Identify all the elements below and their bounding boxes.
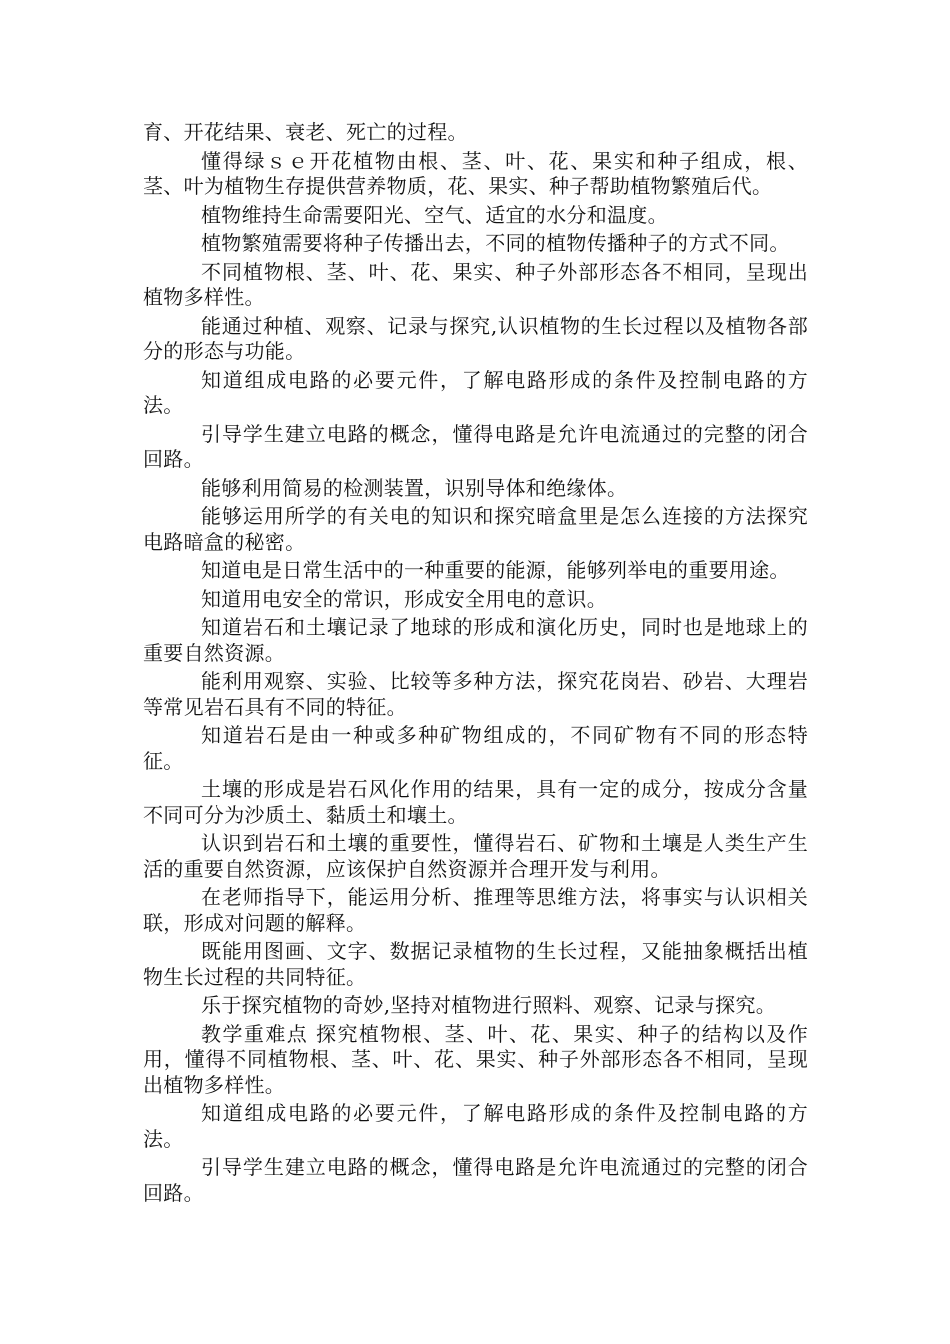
paragraph: 能够运用所学的有关电的知识和探究暗盒里是怎么连接的方法探究电路暗盒的秘密。 [143, 504, 808, 554]
paragraph: 植物繁殖需要将种子传播出去，不同的植物传播种子的方式不同。 [201, 231, 790, 255]
paragraph: 育、开花结果、衰老、死亡的过程。 [143, 120, 468, 144]
paragraph: 认识到岩石和土壤的重要性，懂得岩石、矿物和土壤是人类生产生活的重要自然资源，应该保护自然资源并合理开发与利用。 [143, 831, 808, 881]
paragraph: 知道岩石和土壤记录了地球的形成和演化历史，同时也是地球上的重要自然资源。 [143, 615, 808, 665]
document-body [143, 120, 808, 1209]
paragraph: 能通过种植、观察、记录与探究,认识植物的生长过程以及植物各部分的形态与功能。 [143, 313, 808, 363]
paragraph: 植物维持生命需要阳光、空气、适宜的水分和温度。 [201, 202, 668, 227]
paragraph: 引导学生建立电路的概念，懂得电路是允许电流通过的完整的闭合回路。 [143, 421, 808, 471]
paragraph: 土壤的形成是岩石风化作用的结果，具有一定的成分，按成分含量不同可分为沙质土、黏质土和壤土。 [143, 777, 808, 827]
paragraph: 在老师指导下，能运用分析、推理等思维方法，将事实与认识相关联，形成对问题的解释。 [143, 885, 808, 935]
paragraph: 不同植物根、茎、叶、花、果实、种子外部形态各不相同，呈现出植物多样性。 [143, 259, 808, 309]
paragraph: 引导学生建立电路的概念，懂得电路是允许电流通过的完整的闭合回路。 [143, 1155, 808, 1205]
paragraph: 知道电是日常生活中的一种重要的能源，能够列举电的重要用途。 [201, 558, 790, 582]
paragraph: 知道组成电路的必要元件，了解电路形成的条件及控制电路的方法。 [143, 367, 808, 417]
paragraph: 懂得绿ｓｅ开花植物由根、茎、叶、花、果实和种子组成，根、茎、叶为植物生存提供营养物质，花、果实、种子帮助植物繁殖后代。 [143, 148, 808, 198]
paragraph: 既能用图画、文字、数据记录植物的生长过程，又能抽象概括出植物生长过程的共同特征。 [143, 939, 808, 989]
paragraph: 能利用观察、实验、比较等多种方法，探究花岗岩、砂岩、大理岩等常见岩石具有不同的特征。 [143, 669, 808, 719]
paragraph: 知道用电安全的常识，形成安全用电的意识。 [201, 586, 607, 611]
paragraph: 乐于探究植物的奇妙,坚持对植物进行照料、观察、记录与探究。 [201, 993, 777, 1017]
paragraph: 知道组成电路的必要元件，了解电路形成的条件及控制电路的方法。 [143, 1101, 808, 1151]
paragraph: 能够利用简易的检测装置，识别导体和绝缘体。 [201, 475, 628, 500]
paragraph: 知道岩石是由一种或多种矿物组成的，不同矿物有不同的形态特征。 [143, 723, 808, 773]
paragraph: 教学重难点 探究植物根、茎、叶、花、果实、种子的结构以及作用，懂得不同植物根、茎、叶、花、果实、种子外部形态各不相同，呈现出植物多样性。 [143, 1021, 808, 1097]
